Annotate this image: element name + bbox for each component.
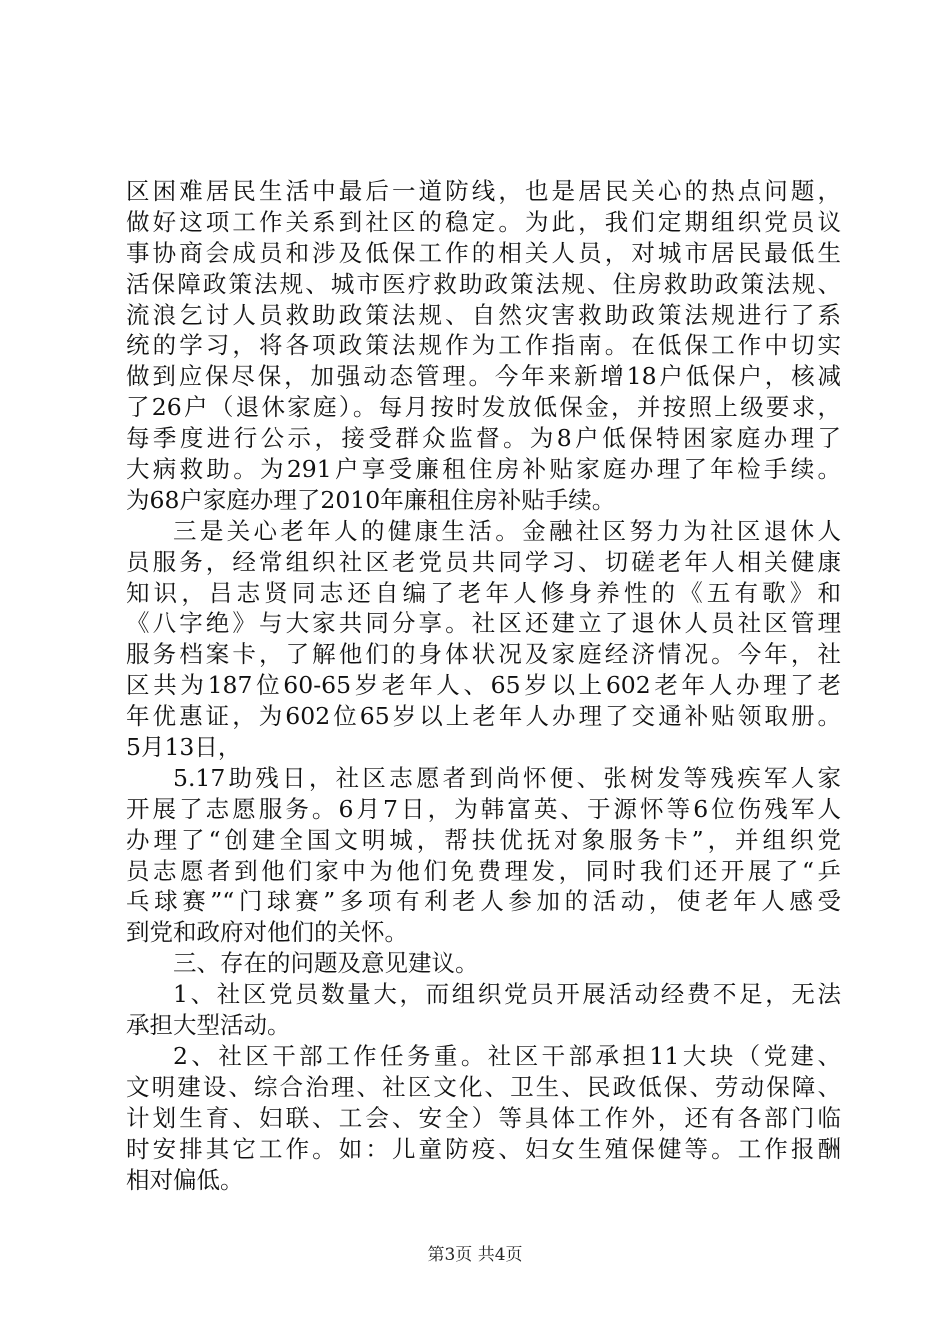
text-line: 统的学习，将各项政策法规作为工作指南。在低保工作中切实: [126, 331, 841, 360]
text-line: 活保障政策法规、城市医疗救助政策法规、住房救助政策法规、: [126, 269, 841, 298]
section-heading: 三、存在的问题及意见建议。: [173, 949, 479, 978]
text-line: 时安排其它工作。如：儿童防疫、妇女生殖保健等。工作报酬: [126, 1134, 841, 1163]
text-line: 知识，吕志贤同志还自编了老年人修身养性的《五有歌》和: [126, 578, 841, 607]
text-line: 5月13日，: [126, 733, 242, 762]
text-line: 办理了“创建全国文明城，帮扶优抚对象服务卡”，并组织党: [126, 825, 841, 854]
text-line: 为68户家庭办理了2010年廉租住房补贴手续。: [126, 485, 616, 514]
text-line: 做好这项工作关系到社区的稳定。为此，我们定期组织党员议: [126, 207, 841, 236]
paragraph-first-line: 三是关心老年人的健康生活。金融社区努力为社区退休人: [173, 516, 841, 545]
text-line: 做到应保尽保，加强动态管理。今年来新增18户低保户，核减: [126, 362, 841, 391]
text-line: 了26户（退休家庭）。每月按时发放低保金，并按照上级要求，: [126, 393, 841, 422]
text-line: 到党和政府对他们的关怀。: [126, 918, 408, 947]
paragraph-first-line: 1、社区党员数量大，而组织党员开展活动经费不足，无法: [173, 980, 841, 1009]
text-line: 开展了志愿服务。6月7日，为韩富英、于源怀等6位伤残军人: [126, 794, 841, 823]
text-line: 流浪乞讨人员救助政策法规、自然灾害救助政策法规进行了系: [126, 300, 841, 329]
paragraph-first-line: 5.17助残日，社区志愿者到尚怀便、张树发等残疾军人家: [173, 763, 841, 792]
text-line: 区困难居民生活中最后一道防线，也是居民关心的热点问题，: [126, 177, 841, 205]
text-line: 大病救助。为291户享受廉租住房补贴家庭办理了年检手续。: [126, 455, 841, 484]
paragraph-first-line: 2、社区干部工作任务重。社区干部承担11大块（党建、: [173, 1041, 841, 1070]
text-line: 服务档案卡，了解他们的身体状况及家庭经济情况。今年，社: [126, 640, 841, 669]
text-line: 区共为187位60-65岁老年人、65岁以上602老年人办理了老: [126, 671, 841, 700]
text-line: 计划生育、妇联、工会、安全）等具体工作外，还有各部门临: [126, 1103, 841, 1132]
text-line: 《八字绝》与大家共同分享。社区还建立了退休人员社区管理: [126, 609, 841, 638]
text-line: 乓球赛”“门球赛”多项有利老人参加的活动，使老年人感受: [126, 887, 841, 916]
text-line: 文明建设、综合治理、社区文化、卫生、民政低保、劳动保障、: [126, 1072, 841, 1101]
page-footer: 第3页 共4页: [427, 1245, 523, 1265]
document-body: [126, 176, 841, 1195]
text-line: 相对偏低。: [126, 1165, 244, 1194]
text-line: 员服务，经常组织社区老党员共同学习、切磋老年人相关健康: [126, 547, 841, 576]
text-line: 承担大型活动。: [126, 1011, 291, 1040]
text-line: 事协商会成员和涉及低保工作的相关人员，对城市居民最低生: [126, 238, 841, 267]
text-line: 年优惠证，为602位65岁以上老年人办理了交通补贴领取册。: [126, 702, 841, 731]
text-line: 每季度进行公示，接受群众监督。为8户低保特困家庭办理了: [126, 424, 841, 453]
text-line: 员志愿者到他们家中为他们免费理发，同时我们还开展了“乒: [126, 856, 841, 885]
